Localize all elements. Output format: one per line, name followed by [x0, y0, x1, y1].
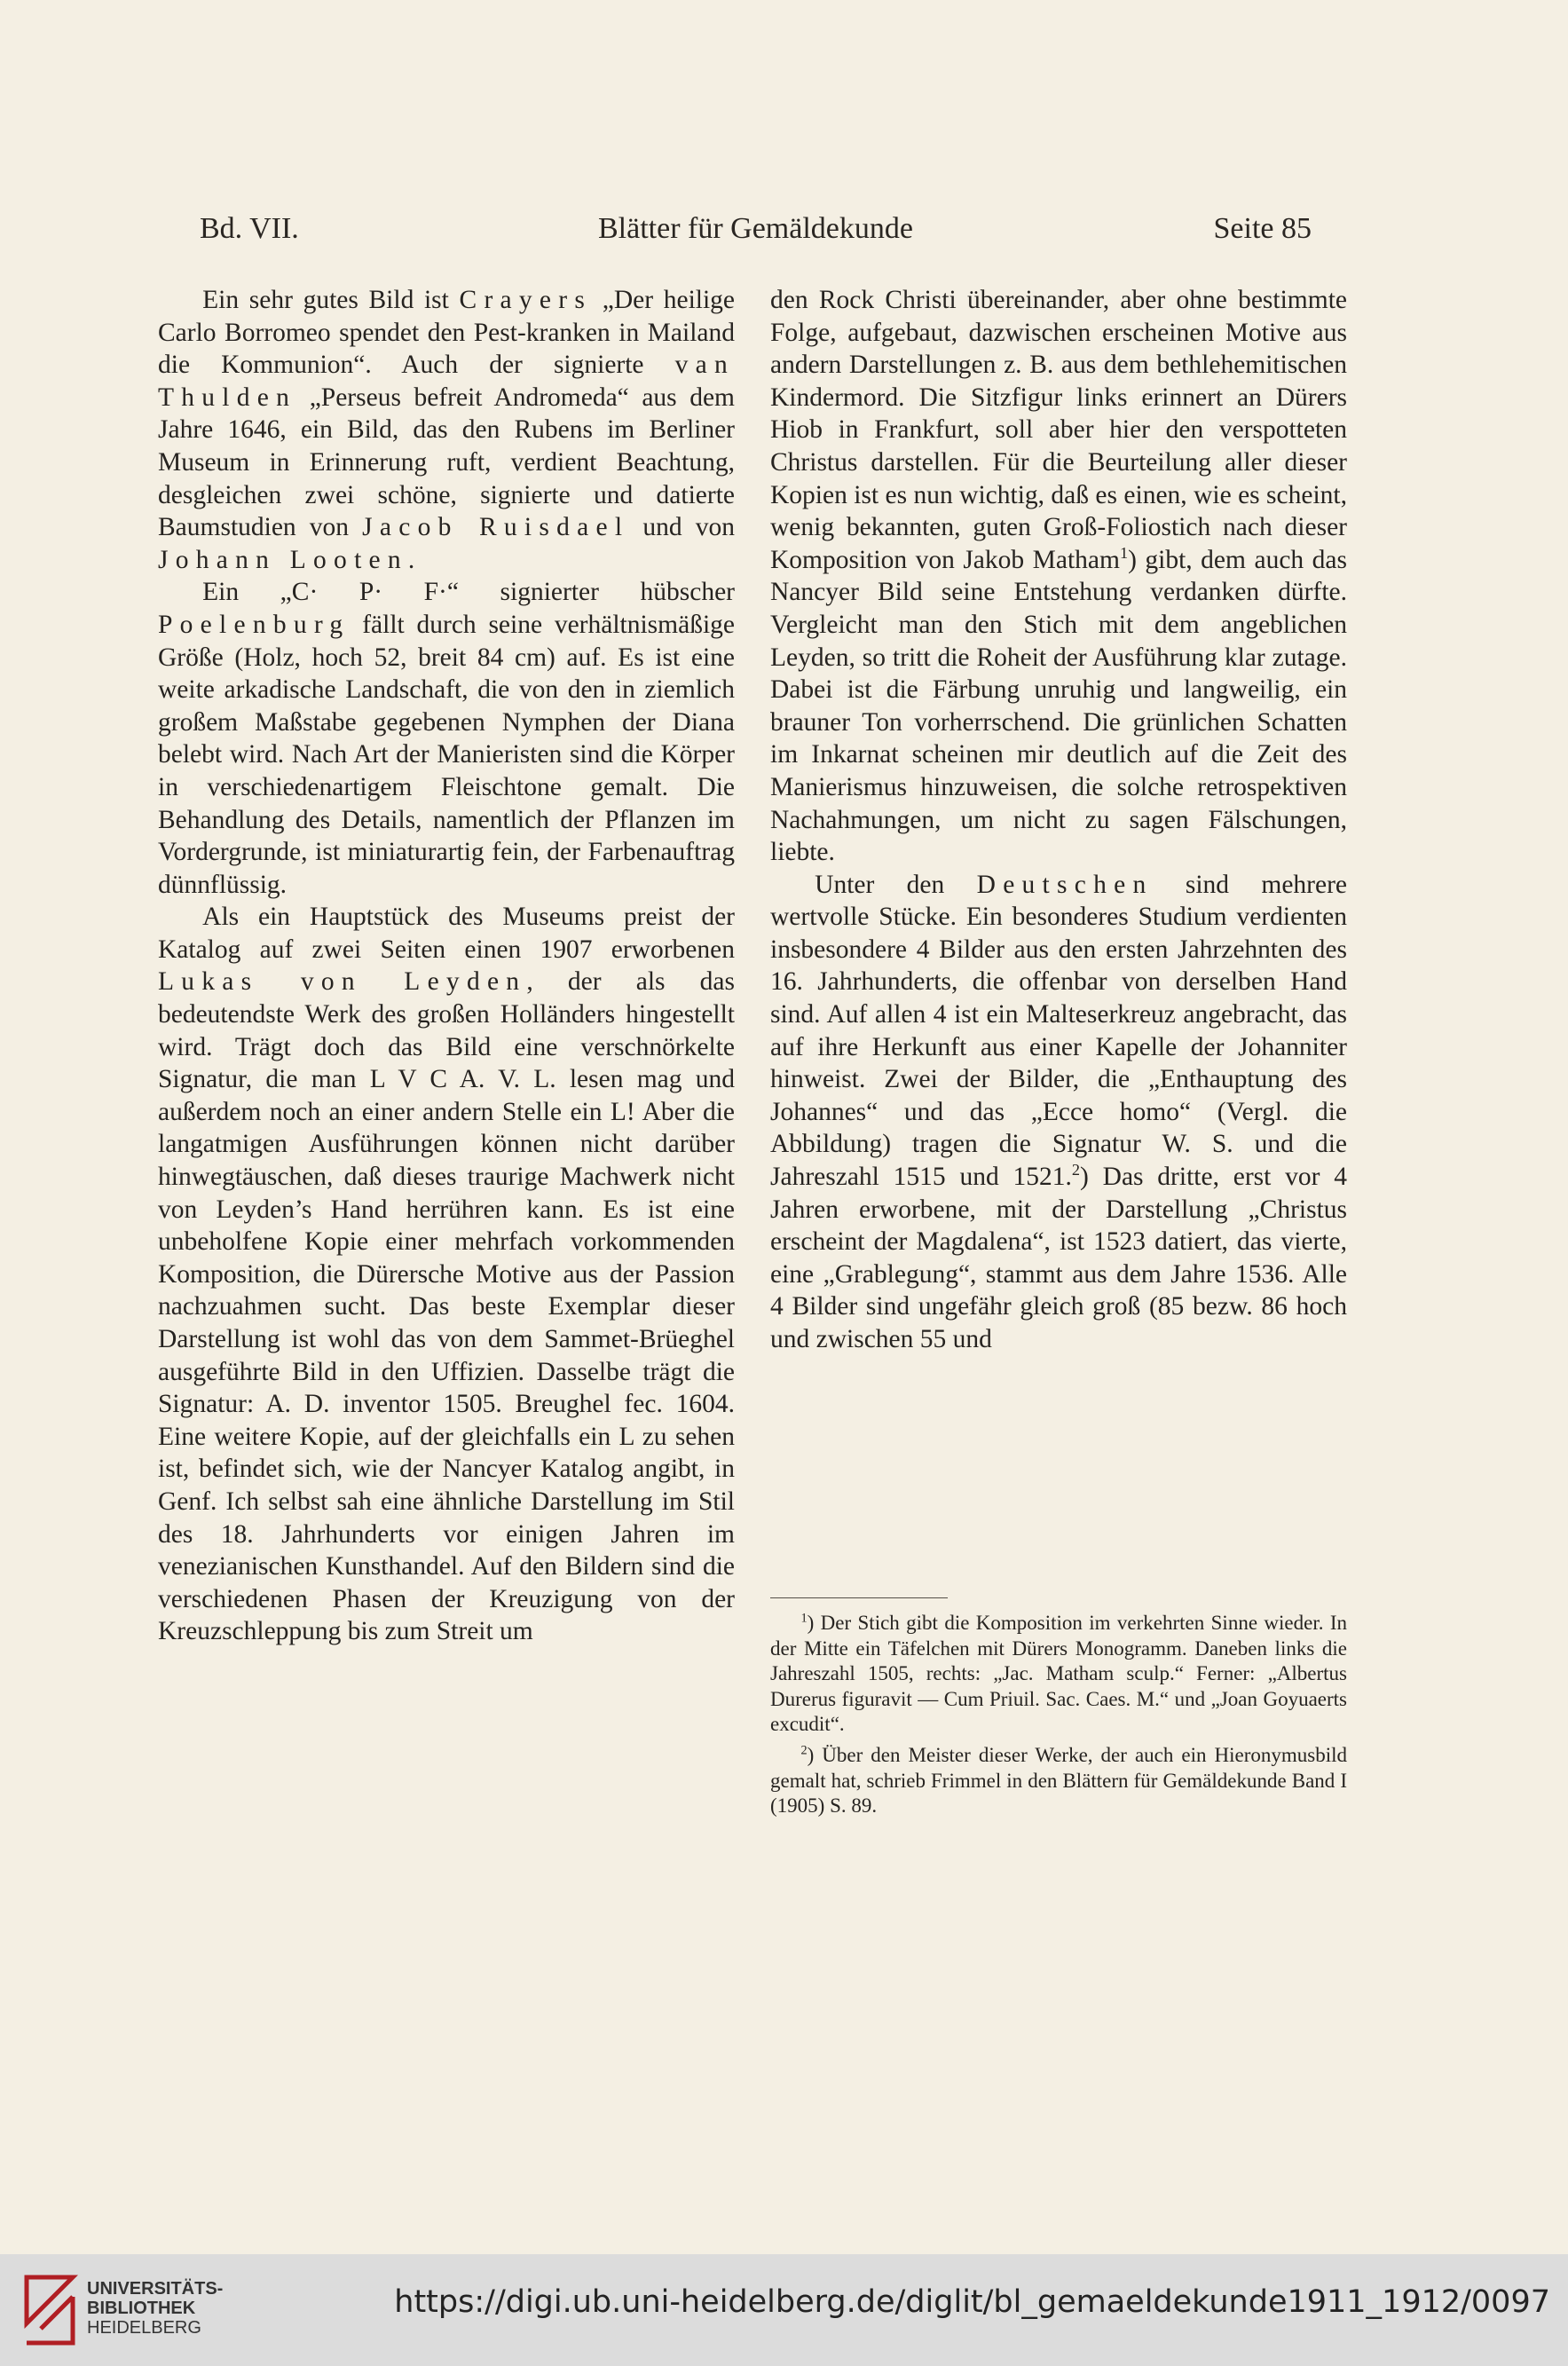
text-run: Ein „C· P· F·“ signierter hübscher: [202, 578, 735, 607]
text-run: „Der heilige Carlo Borromeo spendet den Pest-kranken in Mailand die Kommunion“. Auch der signierte: [158, 286, 736, 380]
running-header: [200, 209, 1312, 248]
text-run: ) Das dritte, erst vor 4 Jahren erworbene, mit der Darstellung „Christus erscheint der Magdalena“, ist 1523 datiert, das vierte, eine „Grablegung“, stammt aus dem Jahre 1536. Alle 4 Bilder sind ungefähr gleich groß (85 bezw. 86 hoch und zwischen 55 und: [770, 1163, 1347, 1353]
artist-name: Poelenburg: [158, 610, 351, 639]
logo-line: HEIDELBERG: [87, 2318, 201, 2338]
footnote-text: ) Über den Meister dieser Werke, der auch ein Hieronymusbild gemalt hat, schrieb Frimmel in den Blättern für Gemäldekunde Band I (1905) S. 89.: [770, 1743, 1347, 1818]
text-column-left: [158, 284, 735, 1648]
paragraph: [770, 869, 1347, 1356]
text-run: Ein sehr gutes Bild ist: [202, 286, 449, 314]
footnotes: [770, 1611, 1347, 1825]
footnote: [770, 1611, 1347, 1738]
footnote-ref[interactable]: 1: [1119, 543, 1129, 562]
footnote-mark: 1: [800, 1611, 808, 1626]
text-run: Unter den: [815, 870, 945, 899]
permalink-url[interactable]: https://digi.ub.uni-heidelberg.de/diglit/bl_gemaeldekunde1911_1912/0097: [394, 2284, 1550, 2320]
viewer-footer: [0, 2254, 1568, 2366]
volume-label: Bd. VII.: [200, 212, 299, 245]
footnote-ref[interactable]: 2: [1071, 1161, 1081, 1179]
footnote-divider: [770, 1597, 948, 1598]
text-run: und von: [642, 513, 736, 542]
artist-name: Johann Looten: [158, 545, 408, 574]
text-run: , der als das bedeutendste Werk des großen Holländers hingestellt wird. Trägt doch das Bild eine verschnörkelte Signatur, die man L V C A. V. L. lesen mag und außerdem noch an einer andern Stelle ein L! Aber die langatmigen Ausführungen können nicht darüber hinwegtäuschen, daß dieses traurige Machwerk nicht von Leyden’s Hand herrühren kann. Es ist eine unbeholfene Kopie einer mehrfach vorkommenden Komposition, die Dürersche Motive aus der Passion nachzuahmen sucht. Das beste Exemplar dieser Darstellung ist wohl das von dem Sammet-Brüeghel ausgeführte Bild in den Uffizien. Dasselbe trägt die Signatur: A. D. inventor 1505. Breughel fec. 1604. Eine weitere Kopie, auf der gleichfalls ein L zu sehen ist, befindet sich, wie der Nancyer Katalog angibt, in Genf. Ich selbst sah eine ähnliche Darstellung im Stil des 18. Jahrhunderts vor einigen Jahren im venezianischen Kunsthandel. Auf den Bildern sind die verschiedenen Phasen der Kreuzigung von der Kreuzschleppung bis zum Streit um: [158, 967, 735, 1646]
text-column-right: [770, 284, 1347, 1356]
artist-name: Crayers: [459, 286, 593, 314]
text-run: den Rock Christi übereinander, aber ohne bestimmte Folge, aufgebaut, dazwischen erscheinen Motive aus andern Darstellungen z. B. aus dem bethlehemitischen Kindermord. Die Sitzfigur links erinnert an Dürers Hiob in Frankfurt, soll aber hier den verspotteten Christus darstellen. Für die Beurteilung aller dieser Kopien ist es nun wichtig, daß es einen, wie es scheint, wenig bekannten, guten Groß-Foliostich nach dieser Komposition von Jakob Matham: [770, 286, 1347, 574]
paragraph: [770, 284, 1347, 869]
page-number: Seite 85: [1213, 212, 1312, 245]
artist-name: van Thulden: [158, 351, 735, 412]
footnote-text: ) Der Stich gibt die Komposition im verkehrten Sinne wieder. In der Mitte ein Täfelchen mit Dürers Monogramm. Daneben links die Jahreszahl 1505, rechts: „Jac. Matham sculp.“ Ferner: „Albertus Durerus figuravit — Cum Priuil. Sac. Caes. M.“ und „Joan Goyuaerts excudit“.: [770, 1612, 1347, 1736]
artist-name: Lukas von Leyden: [158, 967, 527, 997]
text-run: „Perseus befreit Andromeda“ aus dem Jahre 1646, ein Bild, das den Rubens im Berliner Museum in Erinnerung ruft, verdient Beachtung, desgleichen zwei schöne, signierte und datierte Baumstudien von: [158, 383, 735, 542]
paragraph: [158, 284, 735, 576]
paragraph: [158, 901, 735, 1648]
footnote: [770, 1743, 1347, 1819]
library-logo-text: [87, 2279, 223, 2338]
paragraph: [158, 576, 735, 901]
library-logo-icon[interactable]: [21, 2270, 78, 2350]
text-run: fällt durch seine verhältnismäßige Größe (Holz, hoch 52, breit 84 cm) auf. Es ist eine weite arkadische Landschaft, die von den in ziemlich großem Maßstabe gegebenen Nymphen der Diana belebt wird. Nach Art der Manieristen sind die Körper in verschiedenartigem Fleischtone gemalt. Die Behandlung des Details, namentlich der Pflanzen im Vordergrunde, ist miniaturartig fein, der Farbenauftrag dünnflüssig.: [158, 610, 735, 899]
section-keyword: Deutschen: [976, 870, 1154, 899]
artist-name: Jacob Ruisdael: [362, 513, 630, 542]
text-run: .: [407, 545, 415, 574]
logo-line: BIBLIOTHEK: [87, 2299, 196, 2318]
text-run: ) gibt, dem auch das Nancyer Bild seine Entstehung verdanken dürfte. Vergleicht man den Stich mit dem angeblichen Leyden, so tritt die Roheit der Ausführung klar zutage. Dabei ist die Färbung unruhig und langweilig, ein brauner Ton vorherrschend. Die grünlichen Schatten im Inkarnat scheinen mir deutlich auf die Zeit des Manierismus hinzuweisen, die solche retrospektiven Nachahmungen, um nicht zu sagen Fälschungen, liebte.: [770, 545, 1347, 867]
logo-line: UNIVERSITÄTS-: [87, 2279, 224, 2299]
footnote-mark: 2: [800, 1743, 808, 1758]
text-run: sind mehrere wertvolle Stücke. Ein besonderes Studium verdienten insbesondere 4 Bilder aus den ersten Jahrzehnten des 16. Jahrhunderts, die offenbar von derselben Hand sind. Auf allen 4 ist ein Malteserkreuz angebracht, das auf ihre Herkunft aus einer Kapelle der Johanniter hinweist. Zwei der Bilder, die „Enthauptung des Johannes“ und das „Ecce homo“ (Vergl. die Abbildung) tragen die Signatur W. S. und die Jahreszahl 1515 und 1521.: [770, 870, 1347, 1192]
journal-title: Blätter für Gemäldekunde: [598, 212, 913, 245]
text-run: Als ein Hauptstück des Museums preist der Katalog auf zwei Seiten einen 1907 erworbenen: [158, 903, 735, 964]
